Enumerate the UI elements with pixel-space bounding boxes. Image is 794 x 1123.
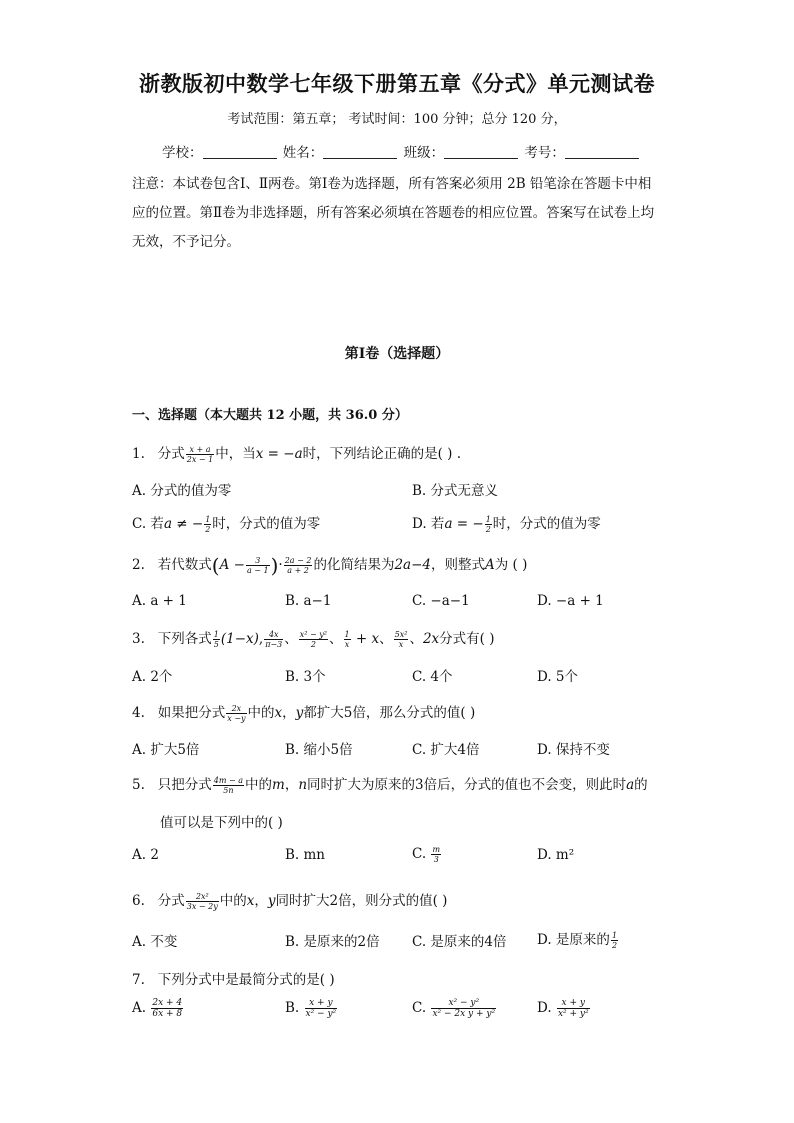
separator: ， (254, 893, 268, 909)
denominator: x² − y² (305, 1009, 337, 1019)
question-number: 7. (132, 972, 145, 988)
option-label: D. (537, 1000, 552, 1016)
option-a[interactable]: A. 扩大5倍 (132, 742, 200, 758)
question-text: 中，当 (215, 446, 256, 462)
option-label: C. (412, 1000, 427, 1016)
numerator: 2a − 2 (284, 556, 312, 565)
denominator: 2 (310, 640, 316, 649)
fraction (204, 515, 211, 534)
denominator: 3x − 2y (186, 902, 218, 911)
denominator: x² − 2x y + y² (432, 1009, 496, 1019)
numerator: 3 (246, 556, 270, 566)
page-title: 浙教版初中数学七年级下册第五章《分式》单元测试卷 (139, 71, 655, 96)
question-4 (132, 701, 475, 723)
math-expression: a ≠ − (163, 516, 204, 532)
numerator: x² − y² (299, 630, 328, 639)
math-variable: n (298, 777, 308, 793)
question-number: 5. (132, 777, 145, 793)
notice-text: 注意：本试卷包含Ⅰ、Ⅱ两卷。第Ⅰ卷为选择题，所有答案必须用 2B 铅笔涂在答题卡中相应的位置。第Ⅱ卷为非选择题，所有答案必须填在答题卷的相应位置。答案写在试卷上均无效，不予记分。 (132, 176, 655, 250)
separator: 、 (379, 631, 393, 647)
math-variable: y (267, 893, 276, 909)
denominator: x² + y² (557, 1009, 589, 1019)
separator: 、 (284, 631, 298, 647)
option-a[interactable]: A. a + 1 (132, 593, 187, 609)
student-fields (162, 141, 641, 161)
denominator: 2 (611, 941, 618, 950)
option-c[interactable]: C. 是原来的4倍 (412, 934, 507, 950)
denominator: 3 (433, 855, 439, 864)
numerator: 1 (205, 515, 211, 524)
denominator: a − 1 (246, 566, 269, 575)
fraction (186, 445, 214, 464)
denominator: 2 (485, 525, 491, 534)
option-a[interactable]: A. 不变 (132, 934, 178, 950)
option-a[interactable]: A. 2个 (132, 669, 173, 685)
question-3 (132, 627, 494, 649)
paren: ) (270, 553, 279, 578)
numerator: 4m − a (213, 776, 243, 785)
fraction (186, 892, 219, 911)
denominator: x (344, 640, 350, 649)
separator: 、 (329, 631, 343, 647)
fraction (305, 998, 338, 1019)
numerator: m (432, 845, 441, 854)
denominator: 6x + 8 (152, 1009, 183, 1019)
question-7 (132, 968, 335, 988)
denominator: π−3 (265, 640, 283, 649)
question-number: 1. (132, 446, 145, 462)
fraction (284, 556, 313, 575)
question-text: 只把分式 (157, 777, 212, 793)
class-blank[interactable] (444, 145, 518, 159)
question-text: 为 ( ) (494, 557, 528, 573)
math-variable: y (295, 705, 304, 721)
option-c[interactable] (132, 512, 320, 534)
question-text: 分式有( ) (439, 631, 495, 647)
fraction (344, 630, 351, 649)
denominator: 5 (213, 640, 219, 649)
numerator: 4x (264, 630, 283, 640)
fraction (226, 704, 246, 723)
math-expression: (1−x) (220, 631, 259, 647)
option-label: C. (412, 846, 431, 862)
option-d[interactable]: D. 保持不变 (537, 742, 610, 758)
math-expression: x = −a (255, 446, 303, 462)
question-text: 下列各式 (157, 631, 212, 647)
fraction (394, 630, 409, 649)
math-expression: + x (351, 631, 380, 647)
question-text: 同时扩大为原来的3倍后，分式的值也不会变，则此时 (307, 777, 627, 793)
numerator: x + y (557, 998, 590, 1009)
question-number: 3. (132, 631, 145, 647)
option-d[interactable] (537, 998, 591, 1019)
number-label: 考号： (524, 145, 565, 161)
fraction (246, 556, 270, 575)
number-blank[interactable] (565, 145, 639, 159)
numerator: 2x² (186, 892, 219, 902)
option-a[interactable]: A. 分式的值为零 (132, 483, 232, 499)
option-b[interactable]: B. 是原来的2倍 (285, 934, 380, 950)
fraction (213, 630, 220, 649)
question-text: 中的 (247, 705, 275, 721)
numerator: 2x (226, 704, 246, 714)
fraction (557, 998, 590, 1019)
denominator: 5n (223, 786, 234, 795)
math-expression: 2a−4 (394, 557, 431, 573)
question-5-line-2: 值可以是下列中的( ) (160, 815, 283, 831)
option-d[interactable]: D. −a + 1 (537, 593, 604, 609)
question-text: 中的 (219, 893, 247, 909)
question-text: 分式 (157, 446, 185, 462)
math-variable: x (246, 893, 255, 909)
option-text: 时，分式的值为零 (492, 516, 601, 532)
separator: ， (284, 777, 299, 793)
question-text: 如果把分式 (157, 705, 226, 721)
paren: ( (211, 553, 220, 578)
separator: , (258, 631, 264, 647)
numerator: 1 (344, 630, 350, 639)
math-variable: x (274, 705, 283, 721)
option-b[interactable]: B. 缩小5倍 (285, 742, 353, 758)
numerator: 1 (611, 931, 618, 940)
option-d[interactable] (412, 512, 601, 534)
question-1 (132, 442, 461, 464)
option-label: B. (285, 1000, 300, 1016)
question-text: 的化简结果为 (313, 557, 395, 573)
option-d[interactable]: D. 5个 (537, 669, 579, 685)
fraction (431, 845, 441, 864)
option-a[interactable] (132, 998, 184, 1019)
denominator: x (398, 640, 404, 649)
option-b[interactable] (285, 998, 338, 1019)
fraction (299, 630, 328, 649)
math-expression: A (485, 557, 495, 573)
fraction (264, 630, 283, 649)
math-expression: A − (219, 557, 245, 573)
option-c[interactable]: C. 4个 (412, 669, 453, 685)
denominator: 2 (205, 525, 211, 534)
question-text: 同时扩大2倍，则分式的值( ) (275, 893, 448, 909)
fraction (431, 998, 496, 1019)
question-text: 下列分式中是最简分式的是( ) (157, 972, 335, 988)
math-expression: 2x (422, 631, 440, 647)
option-a[interactable]: A. 2 (132, 847, 159, 863)
option-label: D. 若 (412, 516, 445, 532)
option-c[interactable] (412, 998, 497, 1019)
part-title: 一、选择题（本大题共 12 小题，共 36.0 分） (132, 408, 408, 423)
math-variable: a (626, 777, 635, 793)
denominator: 2x − 1 (186, 455, 214, 464)
option-c[interactable] (412, 845, 442, 864)
school-blank[interactable] (203, 145, 277, 159)
denominator: x −y (227, 714, 246, 723)
option-b[interactable]: B. a−1 (285, 593, 332, 609)
question-text: 都扩大5倍，那么分式的值( ) (303, 705, 476, 721)
question-number: 4. (132, 705, 145, 721)
question-6 (132, 889, 447, 911)
numerator: 5x² (394, 630, 408, 639)
question-text: 分式 (157, 893, 185, 909)
question-text: 若代数式 (157, 557, 212, 573)
option-label: C. 若 (132, 516, 164, 532)
separator: 、 (409, 631, 423, 647)
fraction (213, 776, 244, 795)
school-label: 学校： (162, 145, 203, 161)
math-variable: m (272, 777, 285, 793)
question-number: 6. (132, 893, 145, 909)
question-text: 中的 (245, 777, 272, 793)
fraction (485, 515, 492, 534)
option-b[interactable]: B. 分式无意义 (412, 483, 499, 499)
class-label: 班级： (403, 145, 445, 161)
numerator: x + a (186, 445, 214, 455)
option-c[interactable]: C. 扩大4倍 (412, 742, 480, 758)
name-blank[interactable] (323, 145, 397, 159)
question-text: 时，下列结论正确的是( ) . (302, 446, 462, 462)
numerator: x + y (305, 998, 338, 1009)
denominator: a + 2 (287, 566, 309, 575)
numerator: 1 (485, 515, 491, 524)
math-expression: a = − (444, 516, 484, 532)
section-title: 第Ⅰ卷（选择题） (344, 346, 450, 362)
question-text: 的 (634, 777, 648, 793)
fraction (151, 998, 183, 1019)
question-5 (132, 773, 648, 795)
fraction (611, 931, 618, 950)
option-label: A. (132, 1000, 147, 1016)
question-number: 2. (132, 557, 145, 573)
option-b[interactable]: B. 3个 (285, 669, 326, 685)
option-c[interactable]: C. −a−1 (412, 593, 470, 609)
numerator: 2x + 4 (152, 998, 183, 1008)
option-text: D. 是原来的 (537, 932, 610, 948)
option-d[interactable]: D. m² (537, 847, 575, 863)
question-text: ，则整式 (431, 557, 485, 573)
exam-info: 考试范围：第五章； 考试时间：100 分钟；总分 120 分， (227, 112, 567, 127)
math-operator: · (278, 557, 283, 573)
numerator: 1 (213, 630, 219, 639)
name-label: 姓名： (282, 145, 324, 161)
numerator: x² − y² (431, 998, 496, 1009)
option-text: 时，分式的值为零 (212, 516, 321, 532)
option-b[interactable]: B. mn (285, 847, 325, 863)
option-d[interactable] (537, 928, 619, 950)
separator: ， (282, 705, 296, 721)
question-2 (132, 553, 527, 578)
